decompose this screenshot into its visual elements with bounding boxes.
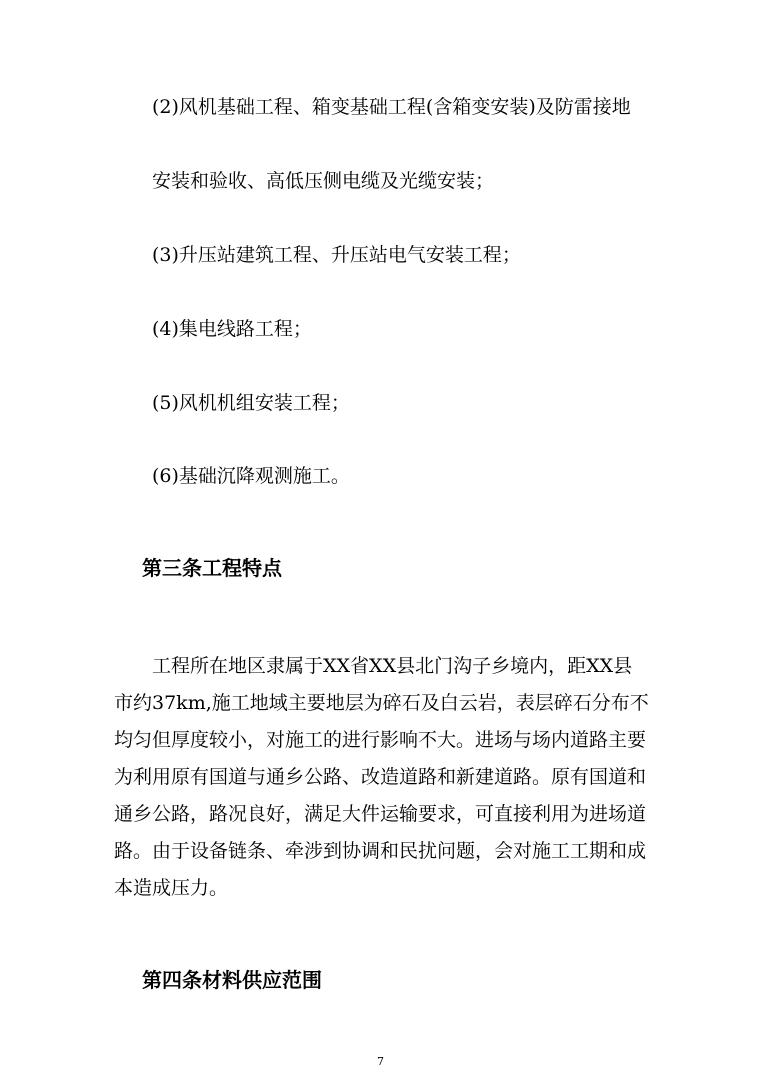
section-4-heading: 第四条材料供应范围 (142, 968, 322, 992)
paragraph-line: 为利用原有国道与通乡公路、改造道路和新建道路。原有国道和 (114, 766, 647, 788)
section-3-heading: 第三条工程特点 (142, 556, 282, 580)
paragraph-line: 路。由于设备链条、牵涉到协调和民扰问题，会对施工工期和成 (114, 840, 647, 862)
paragraph-line: 通乡公路，路况良好，满足大件运输要求，可直接利用为进场道 (114, 803, 647, 825)
paragraph-line: 本造成压力。 (114, 877, 229, 899)
list-item-2-line-1: (2)风机基础工程、箱变基础工程(含箱变安装)及防雷接地 (152, 96, 631, 118)
list-item-2-line-2: 安装和验收、高低压侧电缆及光缆安装； (152, 170, 495, 192)
list-item-3: (3)升压站建筑工程、升压站电气安装工程； (152, 244, 521, 266)
section-3-paragraph (114, 653, 654, 912)
page-number: 7 (377, 1055, 384, 1068)
list-item-6: (6)基础沉降观测施工。 (152, 465, 350, 487)
list-item-4: (4)集电线路工程； (152, 318, 312, 340)
paragraph-line: 工程所在地区隶属于XX省XX县北门沟子乡境内，距XX县 (152, 655, 633, 677)
paragraph-line: 市约37km,施工地域主要地层为碎石及白云岩，表层碎石分布不 (114, 692, 649, 714)
list-item-5: (5)风机机组安装工程； (152, 392, 350, 414)
paragraph-line: 均匀但厚度较小，对施工的进行影响不大。进场与场内道路主要 (114, 729, 647, 751)
